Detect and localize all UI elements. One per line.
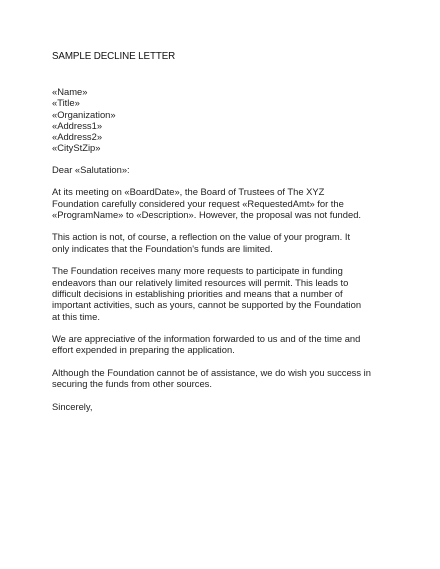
address-line-name: «Name» <box>52 86 88 97</box>
paragraph-line: only indicates that the Foundation's funds are limited. <box>52 242 273 254</box>
paragraph-4 <box>52 333 382 356</box>
paragraph-line: effort expended in preparing the application. <box>52 344 235 356</box>
paragraph-line: The Foundation receives many more requests to participate in funding <box>52 265 343 277</box>
address-line-citystzip: «CityStZip» <box>52 142 101 154</box>
closing-line: Sincerely, <box>52 400 93 412</box>
recipient-address <box>52 86 382 154</box>
salutation <box>52 164 382 175</box>
address-line-organization: «Organization» <box>52 108 116 120</box>
paragraph-line: «ProgramName» to «Description». However, the proposal was not funded. <box>52 208 362 220</box>
paragraph-line: important activities, such as yours, cannot be supported by the Foundation <box>52 299 362 311</box>
closing <box>52 401 382 412</box>
paragraph-line: At its meeting on «BoardDate», the Board of Trustees of The XYZ <box>52 186 325 198</box>
letter-title: SAMPLE DECLINE LETTER <box>52 51 176 62</box>
address-line-address2: «Address2» <box>52 131 103 143</box>
paragraph-3 <box>52 265 382 321</box>
paragraph-1 <box>52 186 382 220</box>
paragraph-line: We are appreciative of the information forwarded to us and of the time and <box>52 333 361 345</box>
paragraph-line: securing the funds from other sources. <box>52 378 212 390</box>
address-line-address1: «Address1» <box>52 119 103 131</box>
salutation-line: Dear «Salutation»: <box>52 164 130 176</box>
paragraph-line: Foundation carefully considered your request «RequestedAmt» for the <box>52 197 344 209</box>
paragraph-line: endeavors than our relatively limited resources will permit. This leads to <box>52 276 349 288</box>
paragraph-line: This action is not, of course, a reflection on the value of your program. It <box>52 231 351 243</box>
paragraph-line: Although the Foundation cannot be of assistance, we do wish you success in <box>52 367 371 379</box>
letter-body <box>52 86 382 412</box>
paragraph-line: difficult decisions in establishing priorities and means that a number of <box>52 287 343 299</box>
paragraph-5 <box>52 367 382 390</box>
paragraph-2 <box>52 231 382 254</box>
address-line-title: «Title» <box>52 97 80 109</box>
paragraph-line: at this time. <box>52 310 100 322</box>
